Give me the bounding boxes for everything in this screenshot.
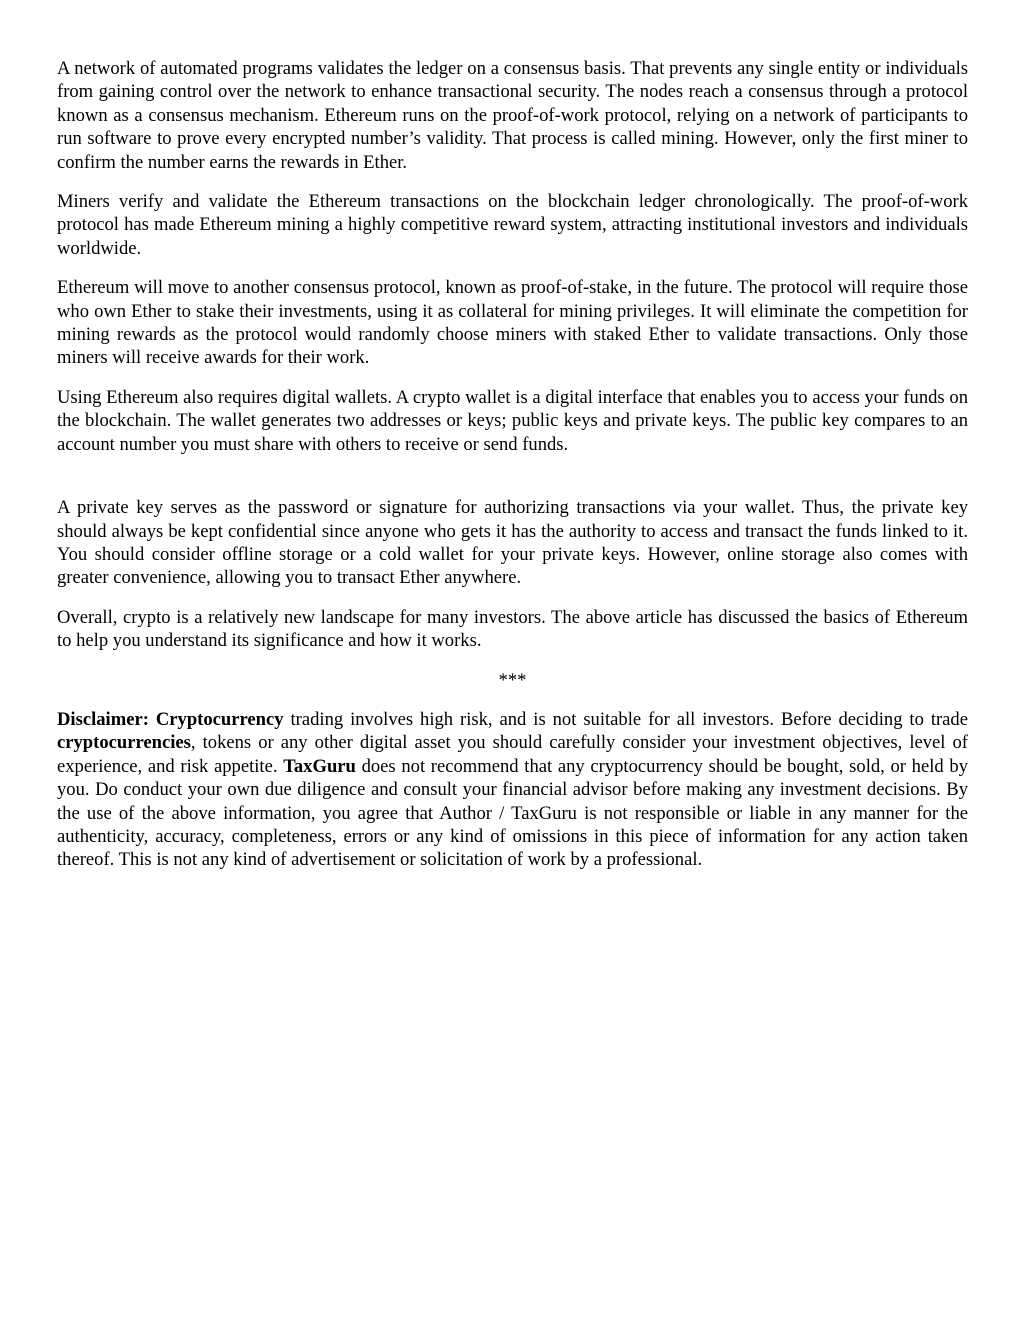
disclaimer-label: Disclaimer: xyxy=(57,708,149,730)
document-page xyxy=(57,57,968,872)
paragraph-consensus: A network of automated programs validates the ledger on a consensus basis. That prevents any single entity or individuals from gaining control over the network to enhance transactional security. The nodes reach a consensus through a protocol known as a consensus mechanism. Ethereum runs on the proof-of-work protocol, relying on a network of participants to run software to prove every encrypted number’s validity. That process is called mining. However, only the first miner to confirm the number earns the rewards in Ether. xyxy=(57,58,968,173)
paragraph-proof-of-stake: Ethereum will move to another consensus protocol, known as proof-of-stake, in the future. The protocol will require those who own Ether to stake their investments, using it as collateral for mining privileges. It will eliminate the competition for mining rewards as the protocol would randomly choose miners with staked Ether to validate transactions. Only those miners will receive awards for their work. xyxy=(57,277,968,369)
section-separator: *** xyxy=(498,669,527,691)
disclaimer-paragraph xyxy=(57,708,968,872)
disclaimer-text-3: does not recommend that any cryptocurrency should be bought, sold, or held by you. Do conduct your own due diligence and consult your financial advisor before making any investment decisions. By the use of the above information, you agree that Author / TaxGuru is not responsible or liable in any manner for the authenticity, accuracy, completeness, errors or any kind of omissions in this piece of information for any action taken thereof. This is not any kind of advertisement or solicitation of work by a professional. xyxy=(57,755,968,871)
paragraph-overall: Overall, crypto is a relatively new landscape for many investors. The above article has discussed the basics of Ethereum to help you understand its significance and how it works. xyxy=(57,606,968,652)
disclaimer-term-cryptocurrencies: cryptocurrencies xyxy=(57,732,191,754)
disclaimer-term-cryptocurrency: Cryptocurrency xyxy=(155,708,284,730)
paragraph-digital-wallets: Using Ethereum also requires digital wallets. A crypto wallet is a digital interface that enables you to access your funds on the blockchain. The wallet generates two addresses or keys; public keys and private keys. The public key compares to an account number you must share with others to receive or send funds. xyxy=(57,386,968,455)
paragraph-miners: Miners verify and validate the Ethereum transactions on the blockchain ledger chronologically. The proof-of-work protocol has made Ethereum mining a highly competitive reward system, attracting institutional investors and individuals worldwide. xyxy=(57,191,968,259)
disclaimer-brand-taxguru: TaxGuru xyxy=(283,755,356,777)
paragraph-private-key: A private key serves as the password or signature for authorizing transactions via your wallet. Thus, the private key should always be kept confidential since anyone who gets it has the authority to access and transact the funds linked to it. You should consider offline storage or a cold wallet for your private keys. However, online storage also comes with greater convenience, allowing you to transact Ether anywhere. xyxy=(57,497,968,589)
disclaimer-text-2: , tokens or any other digital asset you should carefully consider your investment objectives, level of experience, and risk appetite. xyxy=(57,732,968,777)
disclaimer-text-1: trading involves high risk, and is not suitable for all investors. Before deciding to trade xyxy=(283,708,968,730)
